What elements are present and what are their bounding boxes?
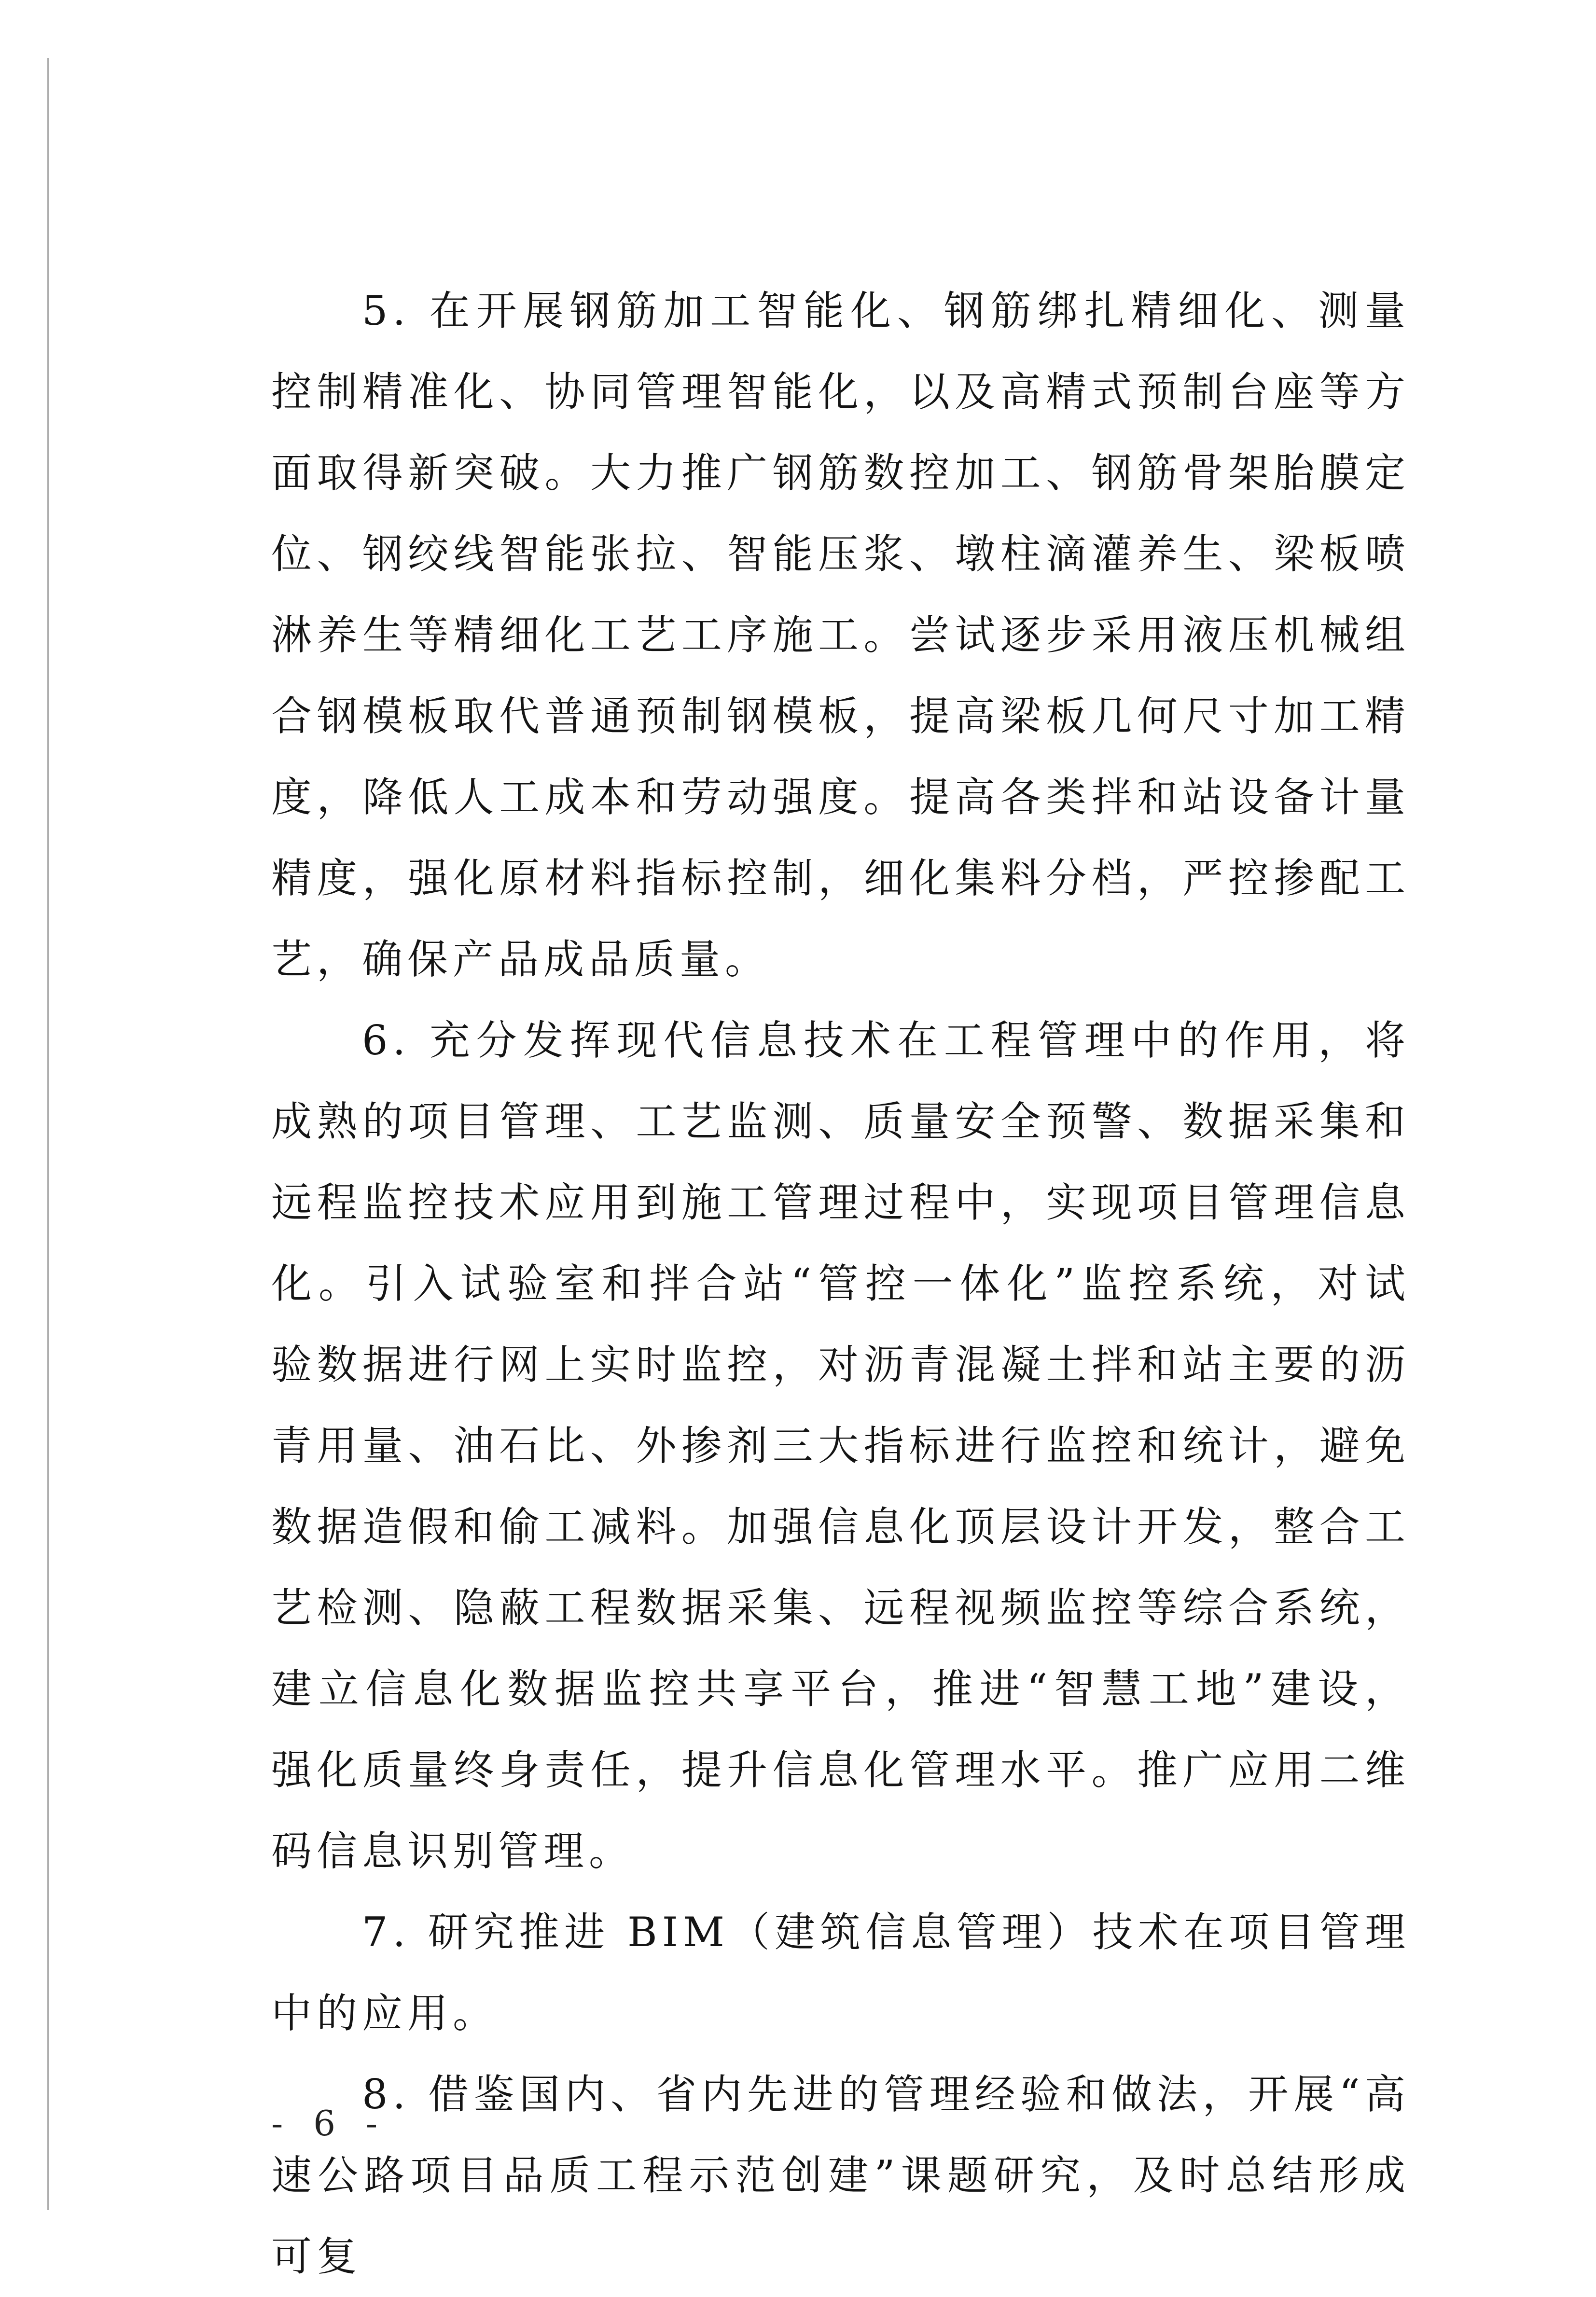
document-body — [271, 270, 1410, 2297]
paragraph-item-8: 8. 借鉴国内、省内先进的管理经验和做法，开展“高速公路项目品质工程示范创建”课题研究，及时总结形成可复 — [271, 2071, 1410, 2280]
paragraph-item-6: 6. 充分发挥现代信息技术在工程管理中的作用，将成熟的项目管理、工艺监测、质量安全预警、数据采集和远程监控技术应用到施工管理过程中，实现项目管理信息化。引入试验室和拌合站“管控一体化”监控系统，对试验数据进行网上实时监控，对沥青混凝土拌和站主要的沥青用量、油石比、外掺剂三大指标进行监控和统计，避免数据造假和偷工减料。加强信息化顶层设计开发，整合工艺检测、隐蔽工程数据采集、远程视频监控等综合系统，建立信息化数据监控共享平台，推进“智慧工地”建设，强化质量终身责任，提升信息化管理水平。推广应用二维码信息识别管理。 — [271, 1017, 1410, 1875]
page-number: - 6 - — [271, 2103, 388, 2144]
paragraph-item-7: 7. 研究推进 BIM（建筑信息管理）技术在项目管理中的应用。 — [271, 1909, 1410, 2037]
scan-edge-line — [47, 58, 49, 2210]
paragraph-item-5: 5. 在开展钢筋加工智能化、钢筋绑扎精细化、测量控制精准化、协同管理智能化，以及高精式预制台座等方面取得新突破。大力推广钢筋数控加工、钢筋骨架胎膜定位、钢绞线智能张拉、智能压浆、墩柱滴灌养生、梁板喷淋养生等精细化工艺工序施工。尝试逐步采用液压机械组合钢模板取代普通预制钢模板，提高梁板几何尺寸加工精度，降低人工成本和劳动强度。提高各类拌和站设备计量精度，强化原材料指标控制，细化集料分档，严控掺配工艺，确保产品成品质量。 — [271, 287, 1410, 983]
